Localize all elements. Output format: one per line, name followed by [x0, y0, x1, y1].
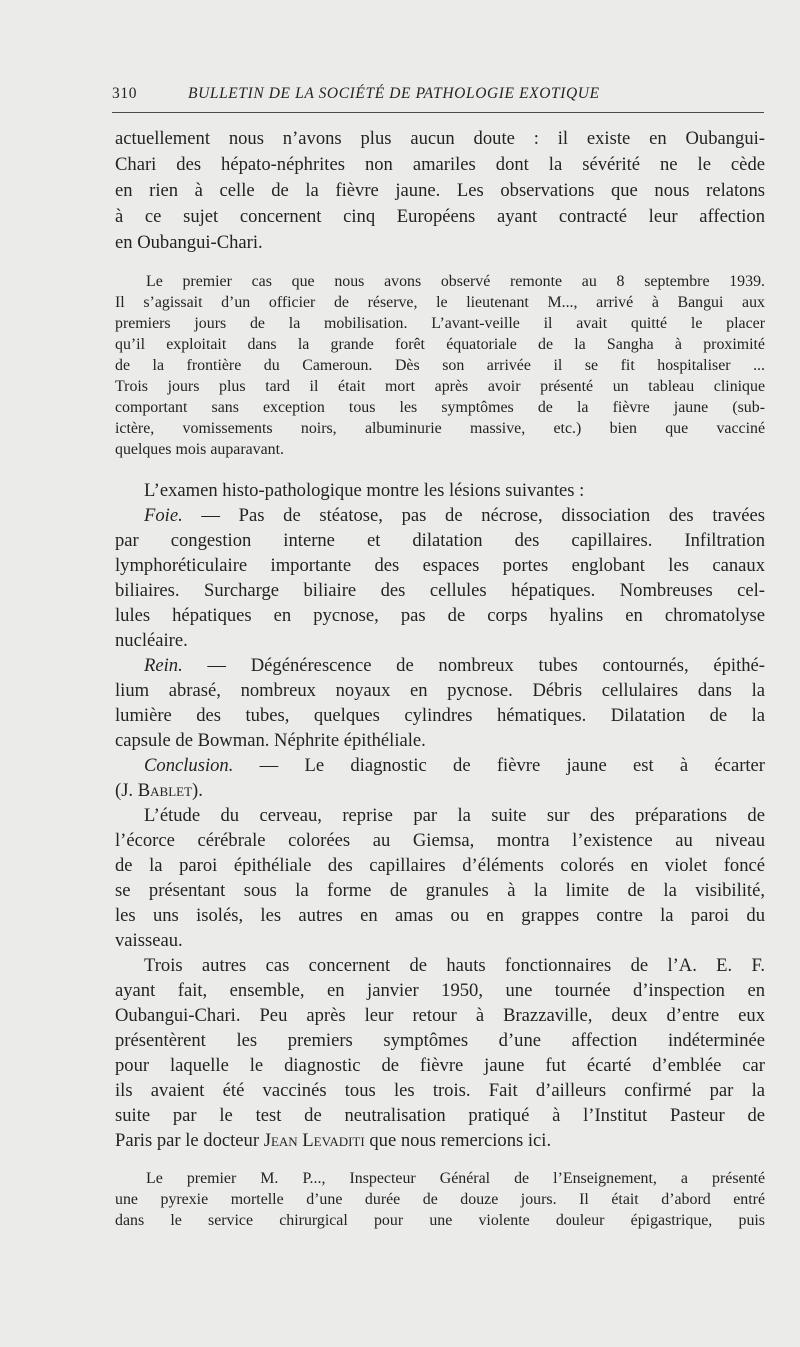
text-line: ils avaient été vaccinés tous les trois. Fait d’ailleurs confirmé par la [115, 1080, 765, 1101]
text-line: Le premier M. P..., Inspecteur Général de l’Enseignement, a présenté [146, 1170, 765, 1187]
text-line: ictère, vomissements noirs, albuminurie massive, etc.) bien que vacciné [115, 420, 765, 437]
text-line: Oubangui-Chari. Peu après leur retour à Brazzaville, deux d’entre eux [115, 1005, 765, 1026]
text-line: L’examen histo-pathologique montre les lésions suivantes : [144, 480, 585, 501]
text-line: capsule de Bowman. Néphrite épithéliale. [115, 730, 426, 751]
text-line: lules hépatiques en pycnose, pas de corps hyalins en chromatolyse [115, 605, 765, 626]
text-line: lumière des tubes, quelques cylindres hématiques. Dilatation de la [115, 705, 765, 726]
text-line: Trois jours plus tard il était mort après avoir présenté un tableau clinique [115, 378, 765, 395]
text-line: (J. Bablet). [115, 780, 203, 801]
text-line: de la paroi épithéliale des capillaires d’éléments colorés en violet foncé [115, 855, 765, 876]
text-line: à ce sujet concernent cinq Européens ayant contracté leur affection [115, 206, 765, 227]
text-line: lymphoréticulaire importante des espaces portes englobant les canaux [115, 555, 765, 576]
text-line: se présentant sous la forme de granules à la limite de la visibilité, [115, 880, 765, 901]
italic-term-conclusion: Conclusion. [144, 755, 234, 776]
text-line: biliaires. Surcharge biliaire des cellules hépatiques. Nombreuses cel- [115, 580, 765, 601]
text-line: Foie. — Pas de stéatose, pas de nécrose, dissociation des travées [144, 505, 765, 526]
text-line: Le premier cas que nous avons observé remonte au 8 septembre 1939. [146, 273, 765, 290]
text-line: nucléaire. [115, 630, 188, 651]
text-line: premiers jours de la mobilisation. L’avant-veille il avait quitté le placer [115, 315, 765, 332]
text-line: Conclusion. — Le diagnostic de fièvre jaune est à écarter [144, 755, 765, 776]
text-line: de la frontière du Cameroun. Dès son arrivée il se fit hospitaliser ... [115, 357, 765, 374]
text-line: par congestion interne et dilatation des capillaires. Infiltration [115, 530, 765, 551]
italic-term-foie: Foie. [144, 505, 183, 526]
text-line: Chari des hépato-néphrites non amariles dont la sévérité ne le cède [115, 154, 765, 175]
text-line: Rein. — Dégénérescence de nombreux tubes contournés, épithé- [144, 655, 765, 676]
text-line: présentèrent les premiers symptômes d’une affection indéterminée [115, 1030, 765, 1051]
text-line: l’écorce cérébrale colorées au Giemsa, montra l’existence au niveau [115, 830, 765, 851]
italic-term-rein: Rein. [144, 655, 183, 676]
text-line: dans le service chirurgical pour une violente douleur épigastrique, puis [115, 1212, 765, 1229]
text-line: suite par le test de neutralisation pratiqué à l’Institut Pasteur de [115, 1105, 765, 1126]
text-line: les uns isolés, les autres en amas ou en grappes contre la paroi du [115, 905, 765, 926]
text-line: L’étude du cerveau, reprise par la suite sur des préparations de [144, 805, 765, 826]
text-line: quelques mois auparavant. [115, 441, 285, 458]
text-line: Il s’agissait d’un officier de réserve, le lieutenant M..., arrivé à Bangui aux [115, 294, 765, 311]
text-line: qu’il exploitait dans la grande forêt équatoriale de la Sangha à proximité [115, 336, 765, 353]
text-line: ayant fait, ensemble, en janvier 1950, une tournée d’inspection en [115, 980, 765, 1001]
header-rule [112, 112, 764, 113]
text-line: vaisseau. [115, 930, 183, 951]
journal-title: BULLETIN DE LA SOCIÉTÉ DE PATHOLOGIE EXOTIQUE [188, 85, 600, 102]
author-name-levaditi: Jean Levaditi [263, 1130, 365, 1151]
text-line: actuellement nous n’avons plus aucun doute : il existe en Oubangui- [115, 128, 765, 149]
page-number: 310 [112, 85, 138, 102]
author-name-bablet: Bablet [137, 780, 193, 801]
text-line: en Oubangui-Chari. [115, 232, 263, 253]
text-line: Trois autres cas concernent de hauts fonctionnaires de l’A. E. F. [144, 955, 765, 976]
text-line: une pyrexie mortelle d’une durée de douze jours. Il était d’abord entré [115, 1191, 765, 1208]
text-line: en rien à celle de la fièvre jaune. Les observations que nous relatons [115, 180, 765, 201]
text-line: pour laquelle le diagnostic de fièvre jaune fut écarté d’emblée car [115, 1055, 765, 1076]
text-line: Paris par le docteur Jean Levaditi que nous remercions ici. [115, 1130, 552, 1151]
text-line: comportant sans exception tous les symptômes de la fièvre jaune (sub- [115, 399, 765, 416]
text-line: lium abrasé, nombreux noyaux en pycnose. Débris cellulaires dans la [115, 680, 765, 701]
